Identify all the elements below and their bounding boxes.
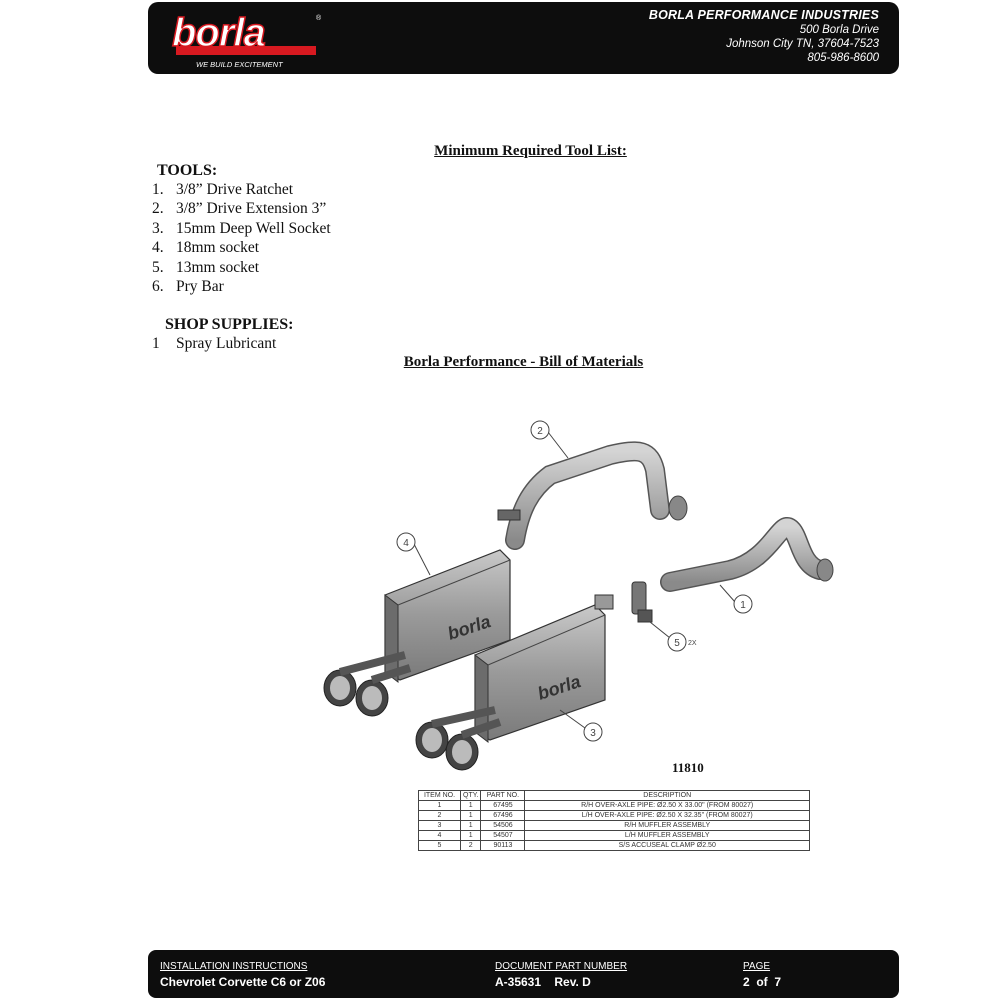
- company-name: BORLA PERFORMANCE INDUSTRIES: [648, 8, 879, 22]
- column-header: PART NO.: [481, 791, 525, 801]
- table-row: 2 1 67496 L/H OVER-AXLE PIPE: Ø2.50 X 32.35" (FROM 80027): [419, 811, 810, 821]
- list-item: 6. Pry Bar: [152, 277, 224, 295]
- doc-type-label: INSTALLATION INSTRUCTIONS: [160, 961, 308, 972]
- column-header: ITEM NO.: [419, 791, 461, 801]
- svg-text:5: 5: [674, 638, 680, 649]
- exhaust-exploded-diagram: [310, 410, 850, 780]
- lh-over-axle-pipe: [498, 451, 687, 540]
- kit-number: 11810: [672, 760, 704, 775]
- doc-type-value: Chevrolet Corvette C6 or Z06: [160, 975, 326, 989]
- header-banner: [148, 2, 899, 74]
- list-item: 3. 15mm Deep Well Socket: [152, 219, 331, 237]
- list-item: 5. 13mm socket: [152, 258, 260, 276]
- svg-text:1: 1: [740, 600, 746, 611]
- svg-text:borla: borla: [535, 671, 584, 704]
- company-address-line1: 500 Borla Drive: [799, 24, 879, 36]
- borla-logo: [166, 6, 326, 72]
- table-row: 3 1 54506 R/H MUFFLER ASSEMBLY: [419, 821, 810, 831]
- table-row: 1 1 67495 R/H OVER-AXLE PIPE: Ø2.50 X 33.00" (FROM 80027): [419, 801, 810, 811]
- part-number-label: DOCUMENT PART NUMBER: [495, 961, 628, 972]
- column-header: QTY.: [461, 791, 481, 801]
- table-row: 5 2 90113 S/S ACCUSEAL CLAMP Ø2.50: [419, 841, 810, 851]
- accuseal-clamp: [632, 582, 652, 622]
- page-value: 2 of 7: [743, 975, 782, 989]
- footer-banner: [148, 950, 899, 998]
- callout-3: [560, 710, 602, 741]
- tool-label: 18mm socket: [176, 239, 260, 257]
- callout-2: [531, 421, 568, 458]
- part-number-value: A-35631 Rev. D: [495, 975, 591, 989]
- tool-list: [152, 181, 331, 297]
- column-header: DESCRIPTION: [525, 791, 810, 801]
- callout-5: [650, 622, 697, 651]
- bom-title: Borla Performance - Bill of Materials: [403, 354, 644, 370]
- tool-list-title: Minimum Required Tool List:: [434, 143, 627, 159]
- table-header-row: [419, 791, 810, 801]
- pipe-clamp-icon: [498, 510, 520, 520]
- table-row: 4 1 54507 L/H MUFFLER ASSEMBLY: [419, 831, 810, 841]
- tools-heading: TOOLS:: [157, 162, 218, 179]
- tool-label: 3/8” Drive Extension 3”: [176, 200, 327, 218]
- svg-text:3: 3: [590, 728, 596, 739]
- svg-text:2: 2: [537, 426, 543, 437]
- callout-1: [720, 585, 752, 613]
- svg-text:4: 4: [403, 538, 409, 549]
- page-label: PAGE: [743, 961, 771, 972]
- list-item: 1. 3/8” Drive Ratchet: [152, 181, 294, 198]
- shop-supplies-heading: SHOP SUPPLIES:: [165, 316, 294, 333]
- company-address-line2: Johnson City TN, 37604-7523: [726, 38, 879, 50]
- company-phone: 805-986-8600: [807, 52, 879, 64]
- logo-tagline: WE BUILD EXCITEMENT: [196, 60, 283, 69]
- rh-over-axle-pipe: [670, 527, 833, 582]
- svg-text:®: ®: [316, 15, 322, 22]
- svg-text:borla: borla: [445, 611, 494, 644]
- svg-text:2X: 2X: [688, 640, 697, 647]
- list-item: 4. 18mm socket: [152, 239, 260, 257]
- tool-label: 15mm Deep Well Socket: [176, 219, 331, 237]
- tool-label: 13mm socket: [176, 258, 260, 276]
- tool-label: Pry Bar: [176, 277, 224, 295]
- callout-4: [397, 533, 430, 575]
- company-info: [649, 8, 879, 64]
- supply-label: Spray Lubricant: [176, 335, 277, 352]
- logo-wordmark: borla: [172, 11, 265, 55]
- shop-supplies-list: [152, 335, 276, 353]
- bom-table: [418, 790, 810, 851]
- list-item: 1 Spray Lubricant: [152, 335, 277, 352]
- list-item: 2. 3/8” Drive Extension 3”: [152, 200, 327, 218]
- tool-label: 3/8” Drive Ratchet: [176, 181, 294, 198]
